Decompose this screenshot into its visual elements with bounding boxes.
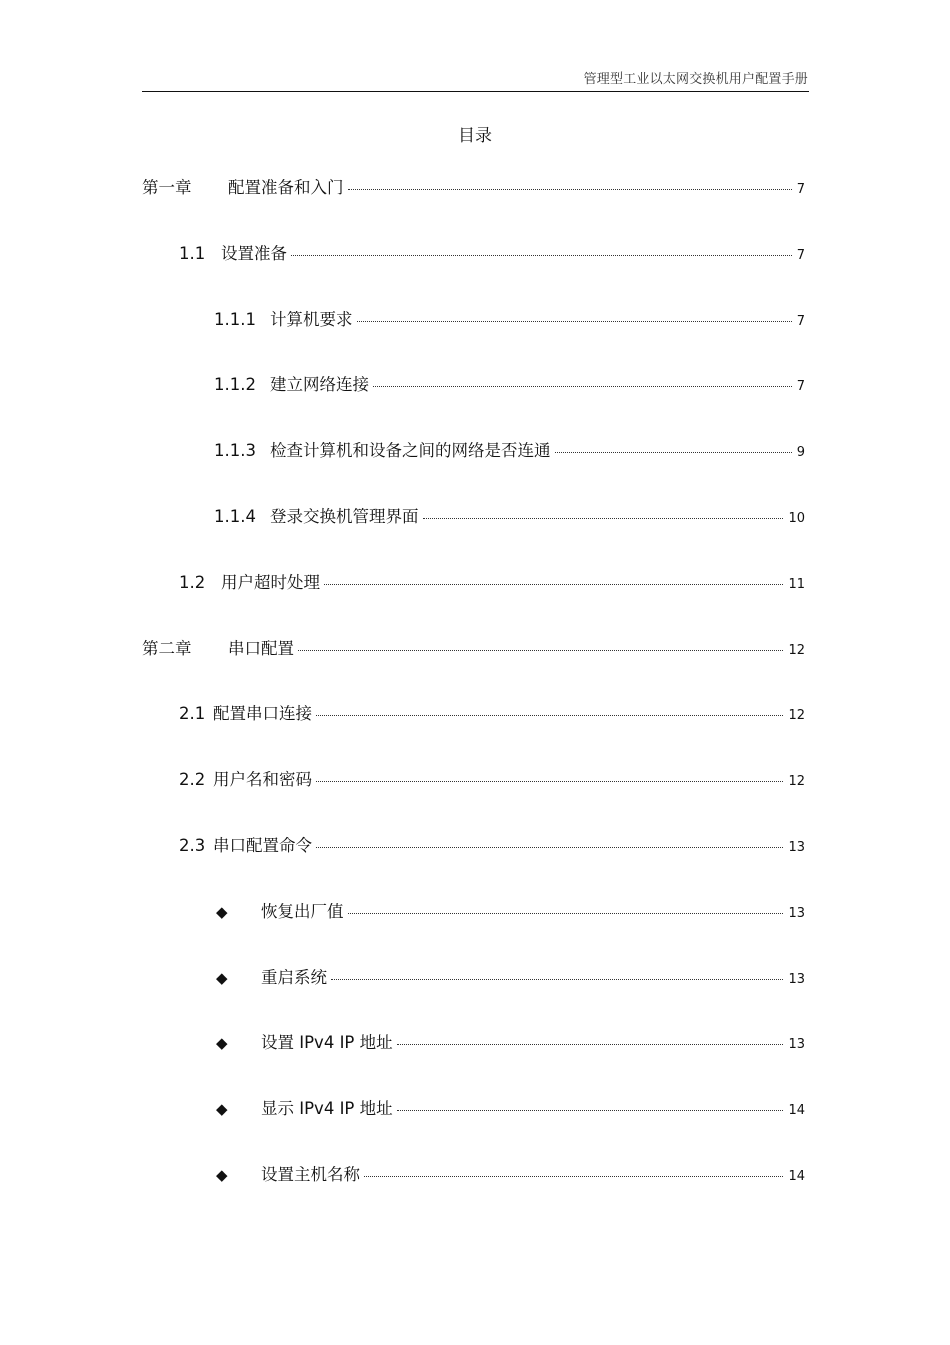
toc-entry-text: 串口配置命令 (213, 835, 312, 855)
toc-entry-1-1-4[interactable] (142, 503, 805, 569)
toc-entry-page: 14 (788, 1103, 805, 1119)
toc-entry-page: 13 (788, 1037, 805, 1053)
toc-entry-text: 设置主机名称 (261, 1164, 360, 1184)
diamond-bullet-icon: ◆ (216, 968, 228, 987)
toc-heading: 目录 (458, 126, 492, 146)
toc-entry-text: 建立网络连接 (270, 375, 369, 395)
dot-leader (316, 781, 783, 782)
toc-entry-show-ipv4[interactable] (142, 1095, 805, 1161)
toc-entry-page: 13 (788, 839, 805, 855)
toc-entry-2-2[interactable] (142, 766, 805, 832)
diamond-bullet-icon: ◆ (216, 1165, 228, 1184)
dot-leader (373, 386, 792, 387)
toc-entry-page: 12 (788, 774, 805, 790)
toc-entry-set-hostname[interactable] (142, 1161, 805, 1227)
toc-entry-number: 1.1.3 (214, 441, 256, 461)
toc-entry-number: 第一章 (142, 178, 192, 197)
toc-entry-chapter-1[interactable] (142, 174, 805, 240)
toc-entry-number: 1.1.4 (214, 506, 256, 526)
toc-entry-page: 11 (788, 576, 805, 592)
toc-entry-page: 7 (796, 313, 805, 329)
toc-entry-text: 计算机要求 (270, 309, 353, 329)
toc-entry-page: 12 (788, 642, 805, 658)
toc-entry-number: 2.1 (179, 704, 206, 724)
toc-entry-text: 串口配置 (228, 638, 294, 658)
toc-entry-text: 检查计算机和设备之间的网络是否连通 (270, 441, 551, 461)
toc-entry-text: 配置准备和入门 (228, 178, 344, 197)
toc-entry-set-ipv4[interactable] (142, 1029, 805, 1095)
dot-leader (423, 518, 784, 519)
toc-entry-page: 7 (796, 247, 805, 263)
toc-entry-text: 恢复出厂值 (261, 901, 344, 921)
toc-entry-2-1[interactable] (142, 700, 805, 766)
toc-entry-number: 第二章 (142, 638, 192, 658)
dot-leader (555, 452, 792, 453)
toc-entry-number: 2.3 (179, 835, 206, 855)
toc-entry-page: 14 (788, 1168, 805, 1184)
toc-entry-page: 10 (788, 510, 805, 526)
toc-entry-number: 1.1 (179, 243, 206, 263)
dot-leader (348, 913, 784, 914)
toc-entry-page: 7 (796, 379, 805, 395)
dot-leader (397, 1110, 784, 1111)
toc-entry-1-1-2[interactable] (142, 371, 805, 437)
toc-entry-reboot-system[interactable] (142, 964, 805, 1030)
dot-leader (357, 321, 792, 322)
dot-leader (397, 1044, 784, 1045)
toc-entry-page: 9 (796, 445, 805, 461)
toc-entry-factory-reset[interactable] (142, 898, 805, 964)
dot-leader (316, 715, 783, 716)
dot-leader (348, 189, 792, 190)
toc-entry-number: 1.2 (179, 572, 206, 592)
toc-entry-number: 1.1.1 (214, 309, 256, 329)
toc-entry-1-1-3[interactable] (142, 437, 805, 503)
diamond-bullet-icon: ◆ (216, 902, 228, 921)
toc-entry-text: 设置 IPv4 IP 地址 (261, 1033, 393, 1053)
toc-entry-page: 13 (788, 905, 805, 921)
toc-entry-1-1[interactable] (142, 240, 805, 306)
toc-entry-text: 配置串口连接 (213, 704, 312, 724)
toc-entry-chapter-2[interactable] (142, 635, 805, 701)
toc-entry-text: 重启系统 (261, 967, 327, 987)
dot-leader (291, 255, 792, 256)
toc-entry-text: 显示 IPv4 IP 地址 (261, 1099, 393, 1119)
dot-leader (316, 847, 783, 848)
dot-leader (331, 979, 783, 980)
toc-entry-1-1-1[interactable] (142, 306, 805, 372)
toc-entry-1-2[interactable] (142, 569, 805, 635)
dot-leader (298, 650, 783, 651)
toc-entry-page: 7 (796, 182, 805, 197)
running-header-title: 管理型工业以太网交换机用户配置手册 (583, 72, 808, 87)
toc-entry-number: 2.2 (179, 770, 206, 790)
header-divider (142, 91, 809, 92)
toc-entry-page: 13 (788, 971, 805, 987)
toc-entry-page: 12 (788, 708, 805, 724)
table-of-contents (142, 174, 805, 1227)
toc-entry-text: 用户超时处理 (221, 572, 320, 592)
diamond-bullet-icon: ◆ (216, 1100, 228, 1119)
dot-leader (364, 1176, 783, 1177)
dot-leader (324, 584, 783, 585)
diamond-bullet-icon: ◆ (216, 1034, 228, 1053)
toc-entry-2-3[interactable] (142, 832, 805, 898)
toc-entry-text: 设置准备 (221, 243, 287, 263)
toc-entry-text: 登录交换机管理界面 (270, 506, 419, 526)
toc-entry-text: 用户名和密码 (213, 770, 312, 790)
toc-entry-number: 1.1.2 (214, 375, 256, 395)
